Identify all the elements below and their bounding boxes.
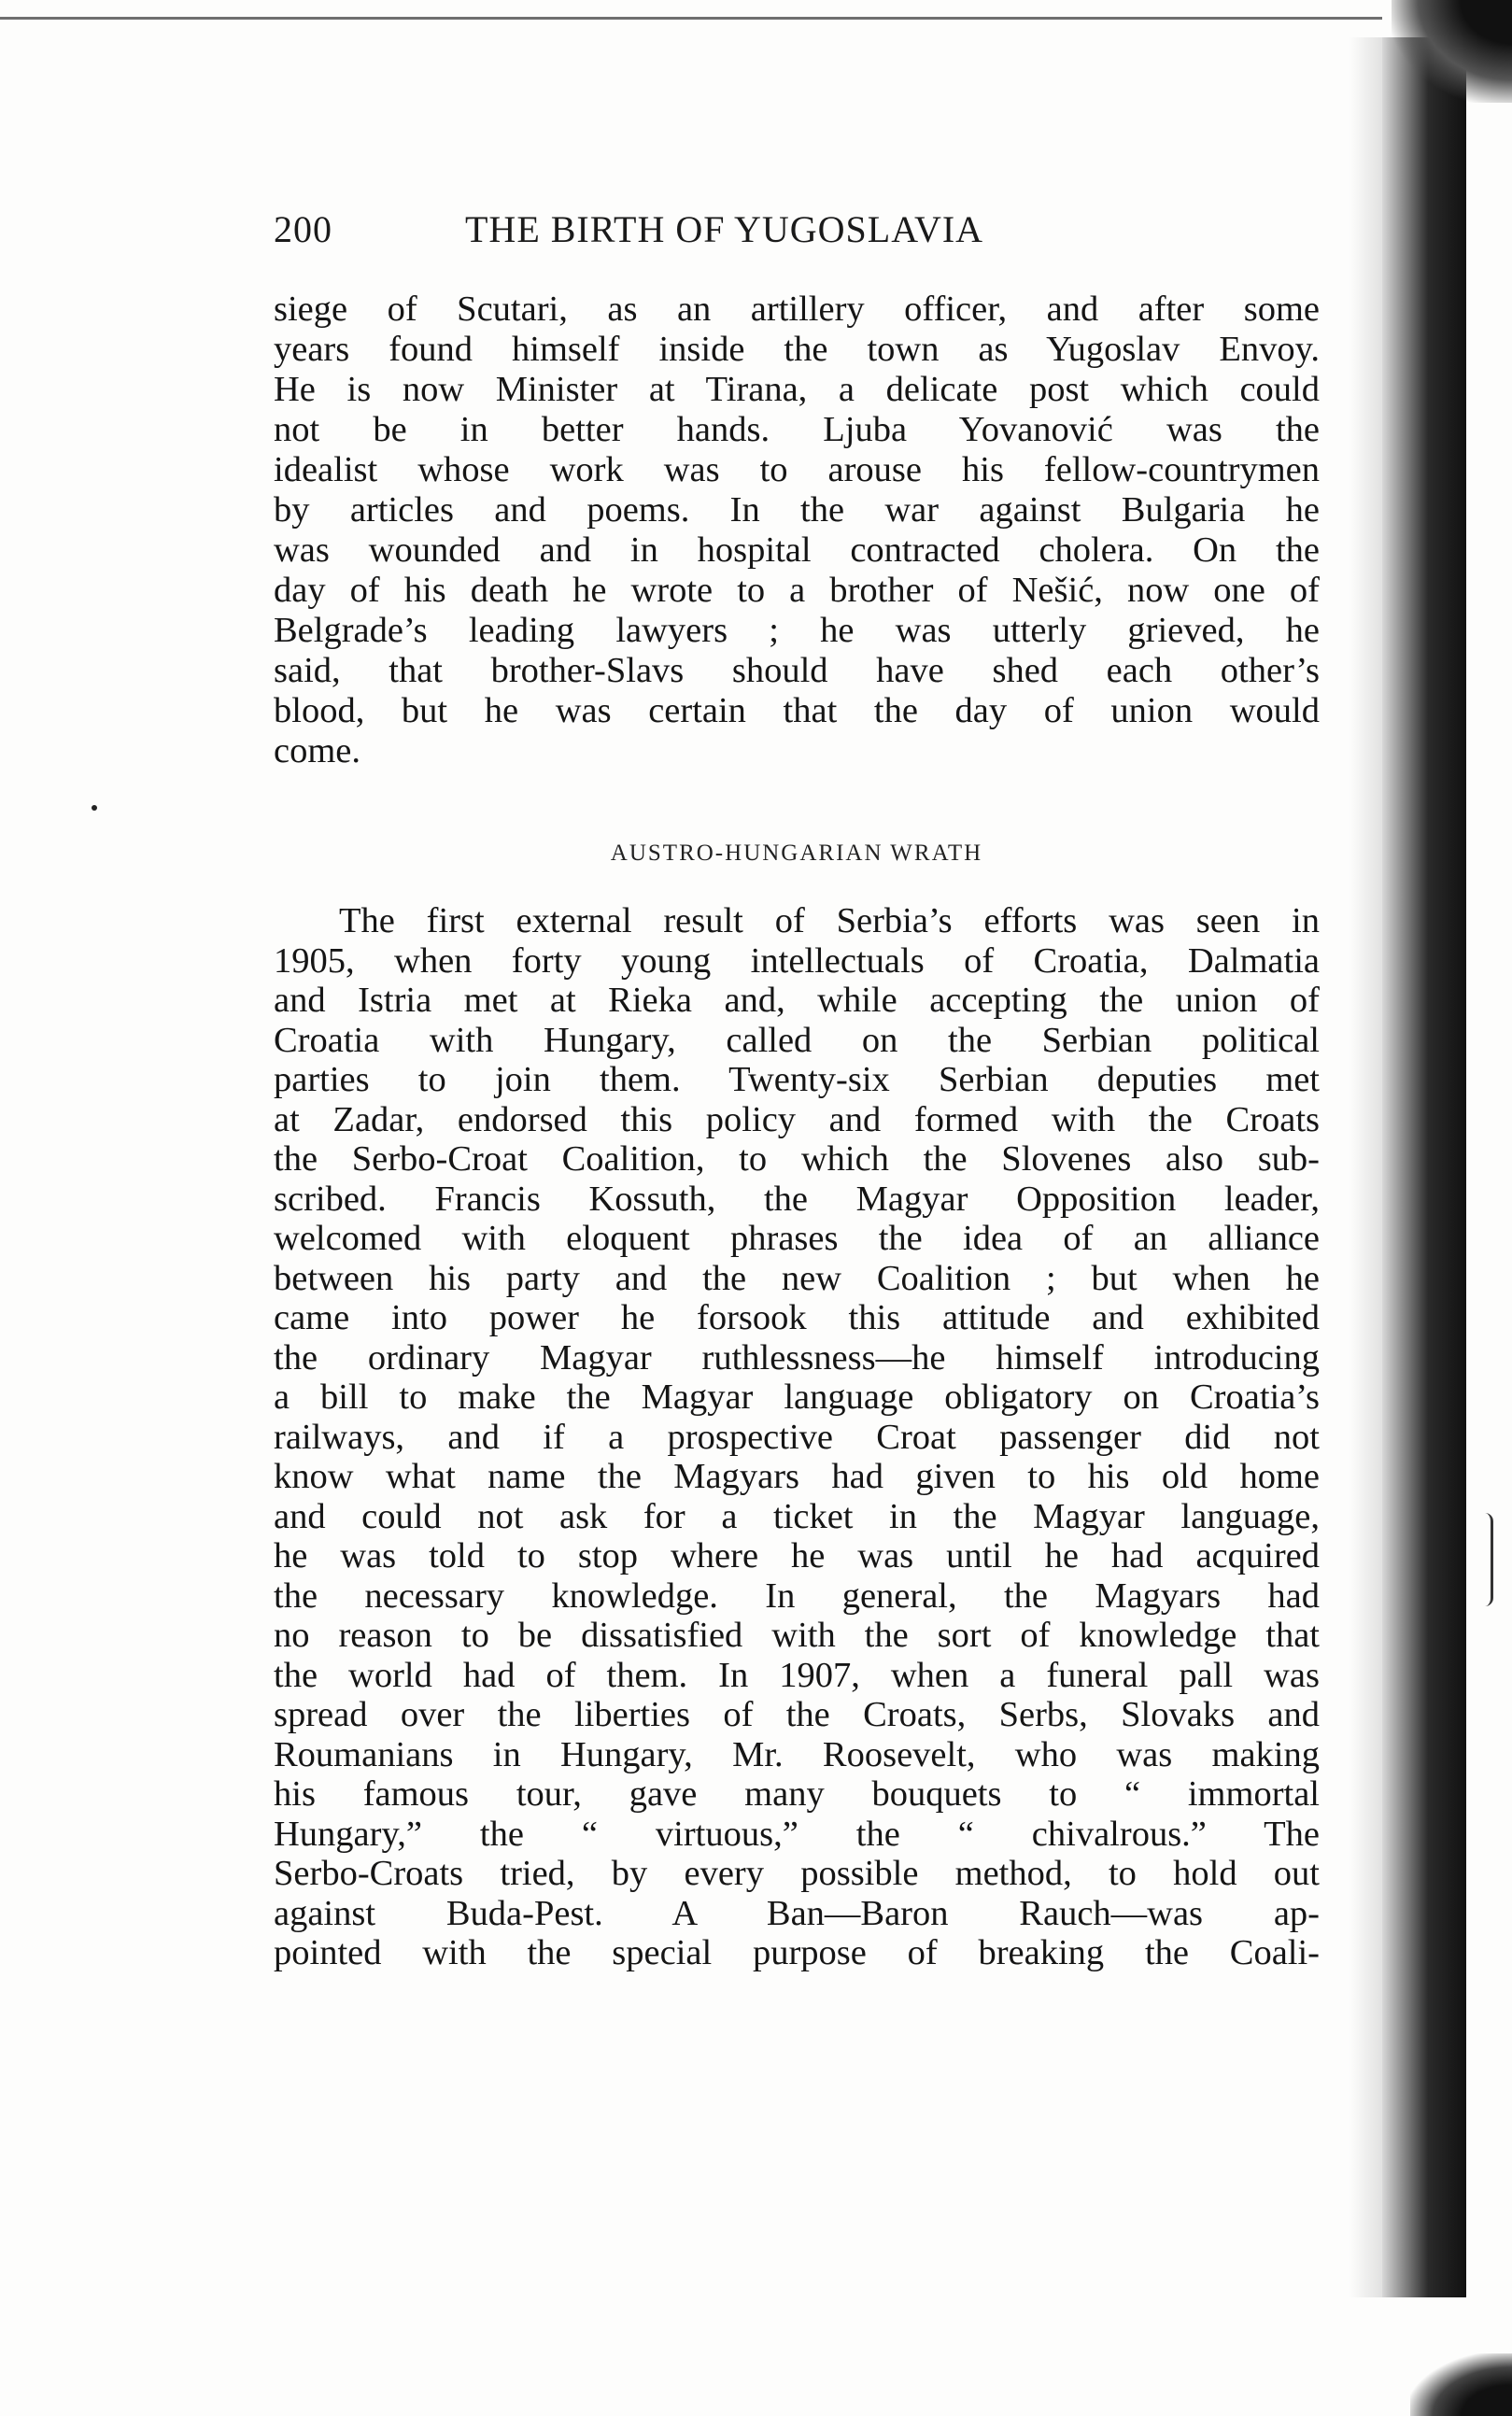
text-line: by articles and poems. In the war against Bulgaria he (274, 490, 1320, 530)
text-line: the world had of them. In 1907, when a funeral pall was (274, 1655, 1320, 1695)
text-line: his famous tour, gave many bouquets to “ immortal (274, 1774, 1320, 1814)
text-line: pointed with the special purpose of breaking the Coali- (274, 1933, 1320, 1972)
top-corner-curl (1392, 0, 1512, 103)
text-line: parties to join them. Twenty-six Serbian deputies met (274, 1060, 1320, 1099)
text-line: siege of Scutari, as an artillery officer, and after some (274, 290, 1320, 329)
text-line: the necessary knowledge. In general, the Magyars had (274, 1575, 1320, 1616)
text-line: blood, but he was certain that the day of union would (274, 691, 1320, 730)
text-line: at Zadar, endorsed this policy and formed with the Croats (274, 1099, 1320, 1139)
text-line: the ordinary Magyar ruthlessness—he himself introducing (274, 1337, 1320, 1378)
margin-bracket-mark (1485, 1513, 1493, 1606)
top-edge-line (0, 17, 1382, 20)
text-line: Hungary,” the “ virtuous,” the “ chivalrous.” The (274, 1814, 1320, 1854)
text-line: He is now Minister at Tirana, a delicate post which could (274, 370, 1320, 409)
text-line: no reason to be dissatisfied with the sort of knowledge that (274, 1616, 1320, 1655)
text-line: The first external result of Serbia’s efforts was seen in (339, 901, 1320, 940)
text-line: railways, and if a prospective Croat passenger did not (274, 1417, 1320, 1457)
text-line: a bill to make the Magyar language obligatory on Croatia’s (274, 1378, 1320, 1417)
running-head (274, 207, 1320, 251)
text-line: he was told to stop where he was until he had acquired (274, 1536, 1320, 1575)
text-line: 1905, when forty young intellectuals of Croatia, Dalmatia (274, 940, 1320, 981)
text-line: Croatia with Hungary, called on the Serbian political (274, 1020, 1320, 1060)
text-line: and Istria met at Rieka and, while accepting the union of (274, 981, 1320, 1020)
text-line: spread over the liberties of the Croats, Serbs, Slovaks and (274, 1695, 1320, 1734)
text-line: scribed. Francis Kossuth, the Magyar Opposition leader, (274, 1179, 1320, 1219)
paragraph-continued (274, 290, 1320, 771)
text-line: was wounded and in hospital contracted cholera. On the (274, 530, 1320, 570)
page-number: 200 (274, 208, 332, 250)
text-line: said, that brother-Slavs should have shed each other’s (274, 651, 1320, 690)
text-line: Serbo-Croats tried, by every possible method, to hold out (274, 1854, 1320, 1893)
ink-speck (92, 805, 97, 811)
text-line: not be in better hands. Ljuba Yovanović was the (274, 410, 1320, 449)
book-title: THE BIRTH OF YUGOSLAVIA (465, 208, 984, 250)
section-heading: AUSTRO-HUNGARIAN WRATH (610, 841, 983, 866)
paragraph-austro-hungarian-wrath (274, 901, 1320, 1973)
text-line: years found himself inside the town as Yugoslav Envoy. (274, 330, 1320, 369)
text-line: against Buda-Pest. A Ban—Baron Rauch—was ap- (274, 1893, 1320, 1933)
text-line: Belgrade’s leading lawyers ; he was utterly grieved, he (274, 611, 1320, 650)
text-line: come. (274, 731, 360, 770)
text-line: know what name the Magyars had given to his old home (274, 1457, 1320, 1496)
text-line: welcomed with eloquent phrases the idea of an alliance (274, 1219, 1320, 1258)
bottom-corner-curl (1410, 2353, 1512, 2416)
text-line: day of his death he wrote to a brother of Nešić, now one of (274, 571, 1320, 610)
text-line: Roumanians in Hungary, Mr. Roosevelt, who was making (274, 1734, 1320, 1774)
spine-shadow (1382, 37, 1466, 2297)
text-line: came into power he forsook this attitude and exhibited (274, 1298, 1320, 1337)
text-line: idealist whose work was to arouse his fellow-countrymen (274, 450, 1320, 489)
text-line: between his party and the new Coalition ; but when he (274, 1258, 1320, 1298)
spine-highlight (1349, 37, 1387, 2297)
text-line: the Serbo-Croat Coalition, to which the Slovenes also sub- (274, 1139, 1320, 1179)
text-line: and could not ask for a ticket in the Magyar language, (274, 1496, 1320, 1536)
